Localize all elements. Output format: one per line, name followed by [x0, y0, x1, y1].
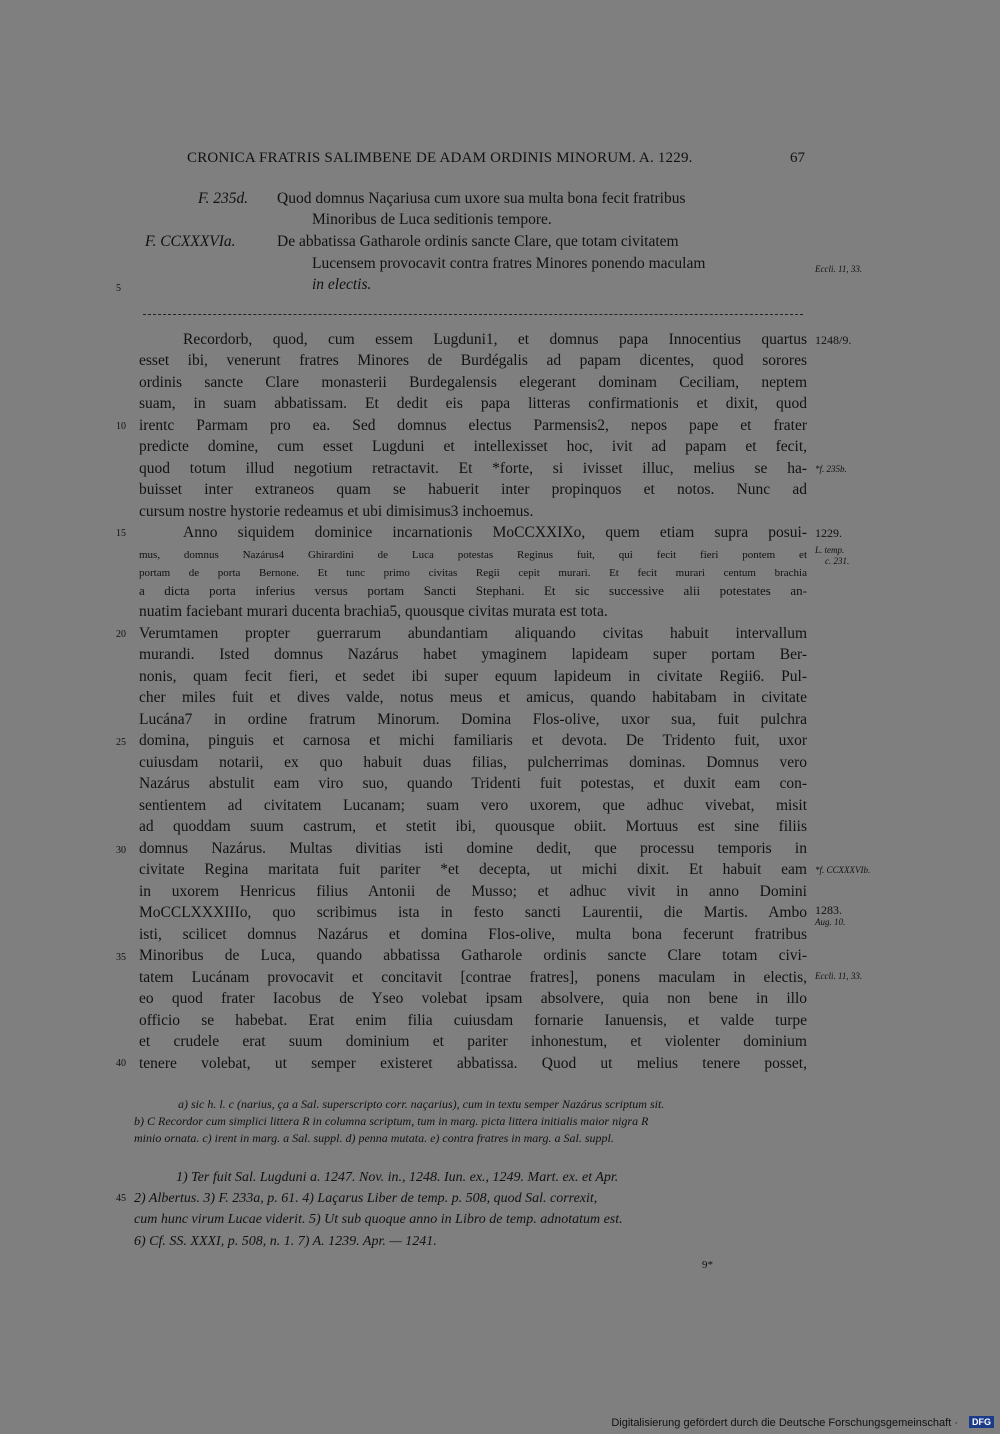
toc-line: Quod domnus Naçariusa cum uxore sua multa bona fecit fratribus: [277, 190, 686, 207]
page-number: 67: [790, 150, 805, 166]
body-line: Minoribus de Luca, quando abbatissa Gatharole ordinis sancte Clare totam civi-: [139, 947, 807, 964]
toc-ref-1: F. 235d.: [198, 190, 249, 207]
body-line: cursum nostre hystorie redeamus et ubi dimisimus3 inchoemus.: [139, 503, 534, 520]
body-line: in uxorem Henricus filius Antonii de Musso; et adhuc vivit in anno Domini: [139, 883, 807, 900]
body-line: Nazárus abstulit eam viro suo, quando Tridenti fuit potestas, et duxit eam con-: [139, 775, 807, 792]
body-line: nonis, quam fecit fieri, et sedet ibi super equum lapideum in civitate Regii6. Pul-: [139, 668, 807, 685]
toc-line: in electis.: [312, 276, 372, 293]
line-number: 30: [116, 845, 126, 856]
body-line: Recordorb, quod, cum essem Lugduni1, et domnus papa Innocentius quartus: [183, 331, 807, 348]
body-line: quod totum illud negotium retractavit. Et *forte, si ivisset illuc, melius se ha-: [139, 460, 807, 477]
body-line: suam, in suam abbatissam. Et dedit eis papa litteras confirmationis et dixit, quod: [139, 395, 807, 412]
funding-footer: [0, 1414, 1000, 1434]
margin-note: 1229.: [815, 526, 842, 540]
body-line: buisset inter extraneos quam se habuerit inter propinquos et notos. Nunc ad: [139, 481, 807, 498]
footnote: 1) Ter fuit Sal. Lugduni a. 1247. Nov. in., 1248. Iun. ex., 1249. Mart. ex. et Apr.: [176, 1170, 619, 1185]
line-number: 5: [116, 283, 121, 294]
dfg-logo: DFG: [969, 1416, 994, 1428]
margin-note: 1248/9.: [815, 333, 852, 347]
margin-note: c. 231.: [825, 556, 850, 566]
body-line: cher miles fuit et dives valde, notus meus et amicus, quando habitabam in civitate: [139, 689, 807, 706]
body-line: civitate Regina maritata fuit pariter *et decepta, ut michi dixit. Et habuit eam: [139, 861, 807, 878]
apparatus-note: a) sic h. l. c (narius, ça a Sal. superscripto corr. naçarius), cum in textu semper Nazárus scriptum sit.: [178, 1097, 665, 1111]
line-number: 45: [116, 1193, 126, 1204]
line-number: 10: [116, 421, 126, 432]
margin-note: L. temp.: [815, 545, 845, 555]
body-line: et crudele erat suum dominium et pariter inhonestum, et violenter dominium: [139, 1033, 807, 1050]
margin-note: 1283.: [815, 903, 842, 917]
body-line: esset ibi, venerunt fratres Minores de Burdégalis ad papam dicentes, quod sorores: [139, 352, 807, 369]
toc-line: Lucensem provocavit contra fratres Minores ponendo maculam: [312, 255, 706, 272]
body-line: predicte domine, cum esset Lugduni et intellexisset hoc, ivit ad papam et fecit,: [139, 438, 807, 455]
body-line: sentientem ad civitatem Lucanam; suam vero uxorem, que adhuc vivebat, misit: [139, 797, 807, 814]
funding-text: Digitalisierung gefördert durch die Deutsche Forschungsgemeinschaft ·: [611, 1417, 958, 1429]
separator-rule: [143, 314, 803, 315]
body-line: isti, scilicet domnus Nazárus et domina Flos-olive, multa bona fecerunt fratribus: [139, 926, 807, 943]
body-line: nuatim faciebant murari ducenta brachia5, quousque civitas murata est tota.: [139, 603, 608, 620]
body-line: irentc Parmam pro ea. Sed domnus electus Parmensis2, nepos pape et frater: [139, 417, 807, 434]
body-line: Anno siquidem dominice incarnationis MoCCXXIXo, quem etiam supra posui-: [183, 524, 807, 541]
body-line: tenere volebat, ut semper existeret abbatissa. Quod ut melius tenere posset,: [139, 1055, 807, 1072]
margin-note: Aug. 10.: [815, 917, 846, 927]
running-title: CRONICA FRATRIS SALIMBENE DE ADAM ORDINIS MINORUM. A. 1229.: [187, 150, 693, 166]
body-line: a dicta porta inferius versus portam Sancti Stephani. Et sic successive alii potestates an-: [139, 583, 807, 598]
body-line: mus, domnus Nazárus4 Ghirardini de Luca potestas Reginus fuit, qui fecit fieri pontem et: [139, 549, 807, 561]
line-number: 40: [116, 1058, 126, 1069]
footnote: 6) Cf. SS. XXXI, p. 508, n. 1. 7) A. 1239. Apr. — 1241.: [134, 1234, 437, 1249]
line-number: 25: [116, 737, 126, 748]
signature-mark: 9*: [702, 1259, 713, 1271]
apparatus-note: minio ornata. c) irent in marg. a Sal. suppl. d) penna mutata. e) contra fratres in marg. a Sal. suppl.: [134, 1131, 614, 1145]
body-line: cuiusdam notarii, ex quo habuit duas filias, pulcherrimas dominas. Domnus vero: [139, 754, 807, 771]
margin-note: *f. 235b.: [815, 464, 847, 474]
toc-ref-2: F. CCXXXVIa.: [145, 233, 236, 250]
body-line: ordinis sancte Clare monasterii Burdegalensis elegerant dominam Ceciliam, neptem: [139, 374, 807, 391]
line-number: 15: [116, 528, 126, 539]
footnote: 2) Albertus. 3) F. 233a, p. 61. 4) Laçarus Liber de temp. p. 508, quod Sal. correxit,: [134, 1191, 598, 1206]
body-line: officio se habebat. Erat enim filia cuiusdam fornarie Ianuensis, et valde turpe: [139, 1012, 807, 1029]
body-line: Lucána7 in ordine fratrum Minorum. Domina Flos-olive, uxor sua, fuit pulchra: [139, 711, 807, 728]
apparatus-note: b) C Recordor cum simplici littera R in columna scriptum, tum in marg. picta littera initialis maior nigra R: [134, 1114, 649, 1128]
margin-note: Eccli. 11, 33.: [815, 264, 863, 274]
body-line: Verumtamen propter guerrarum abundantiam aliquando civitas habuit intervallum: [139, 625, 807, 642]
body-line: domnus Nazárus. Multas divitias isti domine dedit, que processu temporis in: [139, 840, 807, 857]
body-line: eo quod frater Iacobus de Yseo volebat ipsam absolvere, quia non bene in illo: [139, 990, 807, 1007]
margin-note: Eccli. 11, 33.: [815, 971, 863, 981]
body-line: murandi. Isted domnus Nazárus habet ymaginem lapideam super portam Ber-: [139, 646, 807, 663]
line-number: 20: [116, 629, 126, 640]
body-line: tatem Lucánam provocavit et concitavit [contrae fratres], ponens maculam in electis,: [139, 969, 807, 986]
line-number: 35: [116, 952, 126, 963]
body-line: portam de porta Bernone. Et tunc primo civitas Regii cepit murari. Et fecit murari centum brachia: [139, 567, 807, 579]
toc-line: De abbatissa Gatharole ordinis sancte Clare, que totam civitatem: [277, 233, 679, 250]
body-line: MoCCLXXXIIIo, quo scribimus ista in festo sancti Laurentii, die Martis. Ambo: [139, 904, 807, 921]
toc-line: Minoribus de Luca seditionis tempore.: [312, 211, 552, 228]
body-line: domina, pinguis et carnosa et michi familiaris et devota. De Tridento fuit, uxor: [139, 732, 807, 749]
margin-note: *f. CCXXXVIb.: [815, 865, 871, 875]
footnote: cum hunc virum Lucae viderit. 5) Ut sub quoque anno in Libro de temp. adnotatum est.: [134, 1212, 623, 1227]
body-line: ad quoddam suum castrum, et stetit ibi, quousque obiit. Mortuus est sine filiis: [139, 818, 807, 835]
